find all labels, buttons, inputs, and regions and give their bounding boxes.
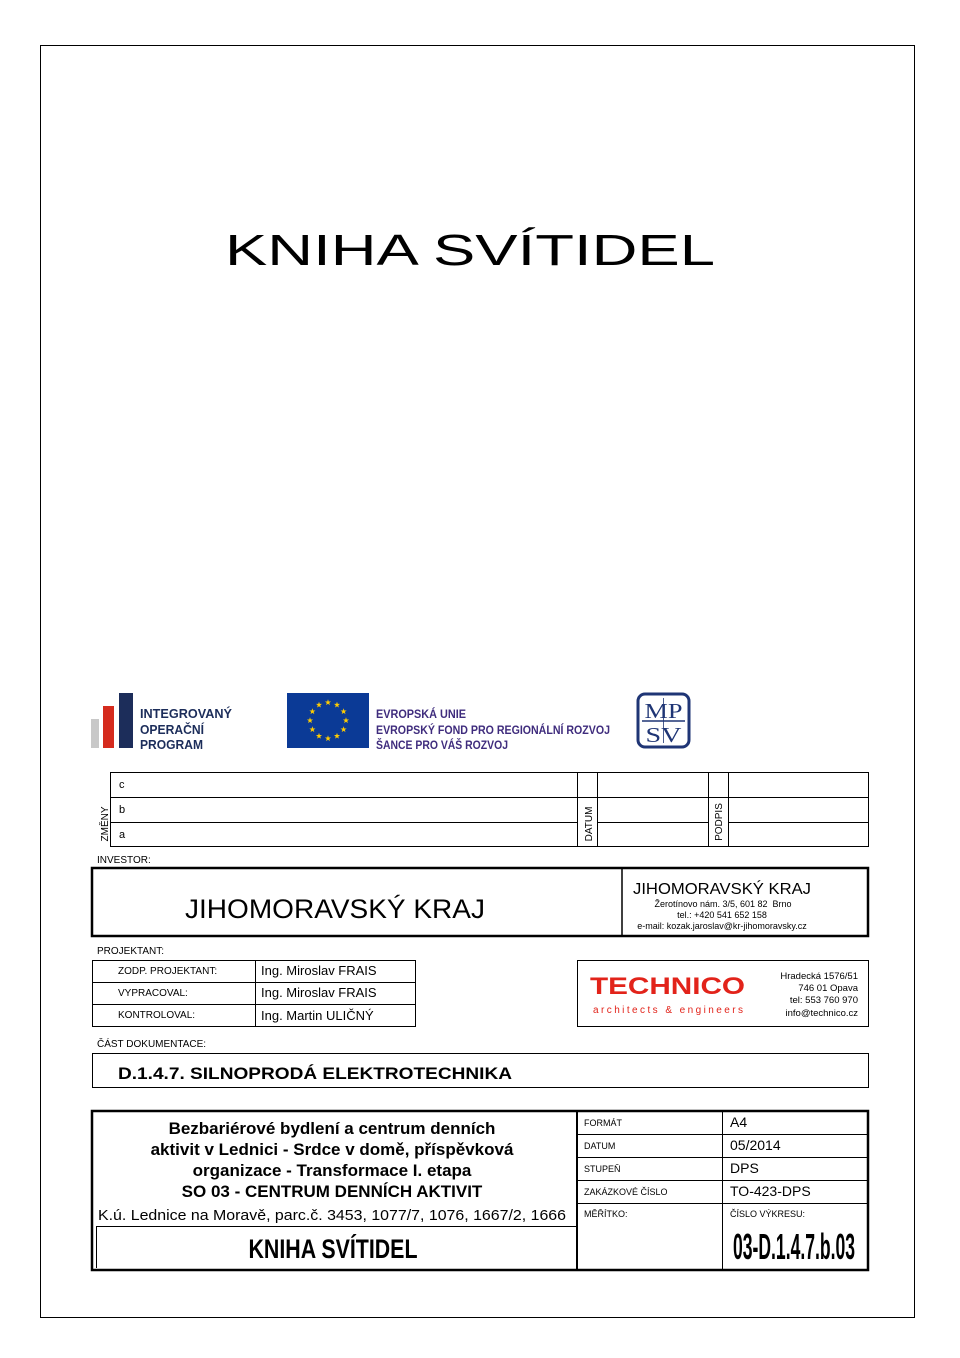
change-row-label: b <box>119 804 126 816</box>
mpsv-logo-top: MP <box>644 699 683 723</box>
designer-name: Ing. Miroslav FRAIS <box>261 985 377 1000</box>
iop-logo-line: INTEGROVANÝ <box>140 707 231 721</box>
iop-navy-bar-icon <box>119 693 133 748</box>
format-value: A4 <box>730 1114 748 1130</box>
page-title: KNIHA SVÍTIDEL <box>225 226 715 275</box>
company-address-line: 746 01 Opava <box>798 983 858 994</box>
eu-logo-line: EVROPSKÝ FOND PRO REGIONÁLNÍ ROZVOJ <box>376 725 630 737</box>
mpsv-logo-letters <box>645 699 683 747</box>
investor-contact-name: JIHOMORAVSKÝ KRAJ <box>633 881 805 898</box>
company-address-line: tel: 553 760 970 <box>789 995 858 1006</box>
date-label: DATUM <box>584 1141 616 1151</box>
project-cadastre: K.ú. Lednice na Moravě, parc.č. 3453, 1077/7, 1076, 1667/2, 1666 <box>98 1207 566 1224</box>
company-address-line: info@technico.cz <box>785 1008 858 1019</box>
drawing-number-value: 03-D.1.4.7.b.03 <box>733 1226 855 1267</box>
changes-label: ZMĚNY <box>100 806 111 842</box>
project-description-line: SO 03 - CENTRUM DENNÍCH AKTIVIT <box>181 1182 483 1201</box>
project-description-line: aktivit v Lednici - Srdce v domě, příspěvková <box>150 1140 514 1159</box>
eu-logo-line: ŠANCE PRO VÁŠ ROZVOJ <box>376 740 522 752</box>
project-description-line: Bezbariérové bydlení a centrum denních <box>168 1119 496 1138</box>
stage-label: STUPEŇ <box>584 1164 621 1174</box>
company-address-line: Hradecká 1576/51 <box>780 971 858 982</box>
project-description-line: organizace - Transformace I. etapa <box>192 1161 472 1180</box>
date-value: 05/2014 <box>730 1137 781 1153</box>
drawing-number-label: ČÍSLO VÝKRESU: <box>730 1209 806 1219</box>
technico-logo <box>590 973 745 1016</box>
designer-name: Ing. Martin ULIČNÝ <box>261 1008 374 1023</box>
designer-role: ZODP. PROJEKTANT: <box>118 966 218 977</box>
scale-label: MĚŘÍTKO: <box>584 1209 628 1219</box>
technico-logo-tagline: architects & engineers <box>593 1005 743 1016</box>
format-label: FORMÁT <box>584 1118 622 1128</box>
change-row-label: c <box>119 779 125 791</box>
order-number-label: ZAKÁZKOVÉ ČÍSLO <box>584 1187 668 1197</box>
mpsv-logo-bottom: SV <box>645 723 682 747</box>
designer-label: PROJEKTANT: <box>97 946 165 957</box>
designer-role: VYPRACOVAL: <box>118 988 188 999</box>
iop-logo-line: OPERAČNÍ <box>140 723 206 737</box>
changes-date-label: DATUM <box>584 806 595 842</box>
iop-gray-bar-icon <box>91 719 99 748</box>
investor-label: INVESTOR: <box>97 855 151 866</box>
change-row-label: a <box>119 829 126 841</box>
document-title: KNIHA SVÍTIDEL <box>248 1234 463 1264</box>
designer-name: Ing. Miroslav FRAIS <box>261 963 377 978</box>
investor-contact-phone: tel.: +420 541 652 158 <box>677 910 767 920</box>
order-number-value: TO-423-DPS <box>730 1183 811 1199</box>
mpsv-logo <box>638 694 689 747</box>
stage-value: DPS <box>730 1160 759 1176</box>
technico-logo-name: TECHNICO <box>590 973 745 1000</box>
investor-contact-email: e-mail: kozak.jaroslav@kr-jihomoravsky.cz <box>637 921 807 931</box>
investor-contact-address: Žerotínovo nám. 3/5, 601 82 Brno <box>654 899 792 909</box>
investor-name: JIHOMORAVSKÝ KRAJ <box>185 894 485 924</box>
changes-signature-label: PODPIS <box>714 803 725 841</box>
designer-role: KONTROLOVAL: <box>118 1010 196 1021</box>
iop-logo-line: PROGRAM <box>140 738 203 752</box>
documentation-part-label: ČÁST DOKUMENTACE: <box>97 1039 207 1050</box>
iop-red-bar-icon <box>103 706 114 748</box>
documentation-part-value: D.1.4.7. SILNOPRODÁ ELEKTROTECHNIKA <box>118 1064 512 1083</box>
eu-logo-line: EVROPSKÁ UNIE <box>376 709 472 721</box>
